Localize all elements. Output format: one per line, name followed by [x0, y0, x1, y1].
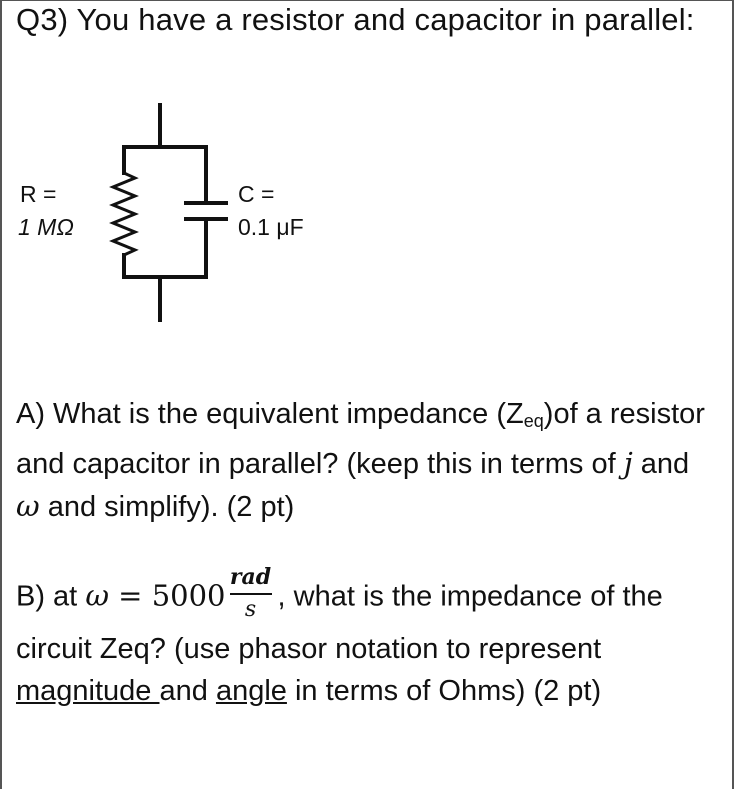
fraction-numerator: rad: [229, 564, 272, 590]
math-omega: ω: [16, 489, 40, 523]
part-b-question: B) at ω = 5000 $\frac{\text{rad}}{s}$ , what is the impedance of the circuit Zeq? (use phasor notation to represent magnitude and angle in terms of Ohms) (2 pt): [16, 564, 663, 707]
fraction-denominator: s: [244, 597, 257, 622]
math-equals-5000: = 5000: [108, 578, 226, 613]
angle-underlined: angle: [215, 675, 287, 707]
zeq-subscript: eq: [523, 411, 544, 431]
capacitor-label-line1: C =: [238, 181, 275, 207]
math-omega-b: ω: [85, 578, 109, 613]
part-a-question: A) What is the equivalent impedance $(Z_{eq})of$ a resistor and capacitor in parallel? (keep this in terms of j and ω and simplify). (2 pt): [16, 398, 705, 523]
question-title: Q3) You have a resistor and capacitor in parallel:: [16, 2, 695, 37]
math-j: j: [623, 446, 633, 480]
resistor-label-line1: R =: [20, 181, 57, 207]
resistor-label-line2: 1 MΩ: [18, 214, 74, 240]
capacitor-label-line2: 0.1 μF: [238, 214, 304, 240]
fraction-bar: [230, 593, 272, 595]
rad-per-s-fraction: [226, 564, 276, 628]
rc-parallel-circuit-diagram: [14, 95, 354, 335]
resistor-zigzag-icon: [113, 173, 135, 255]
magnitude-underlined: magnitude: [16, 675, 160, 707]
